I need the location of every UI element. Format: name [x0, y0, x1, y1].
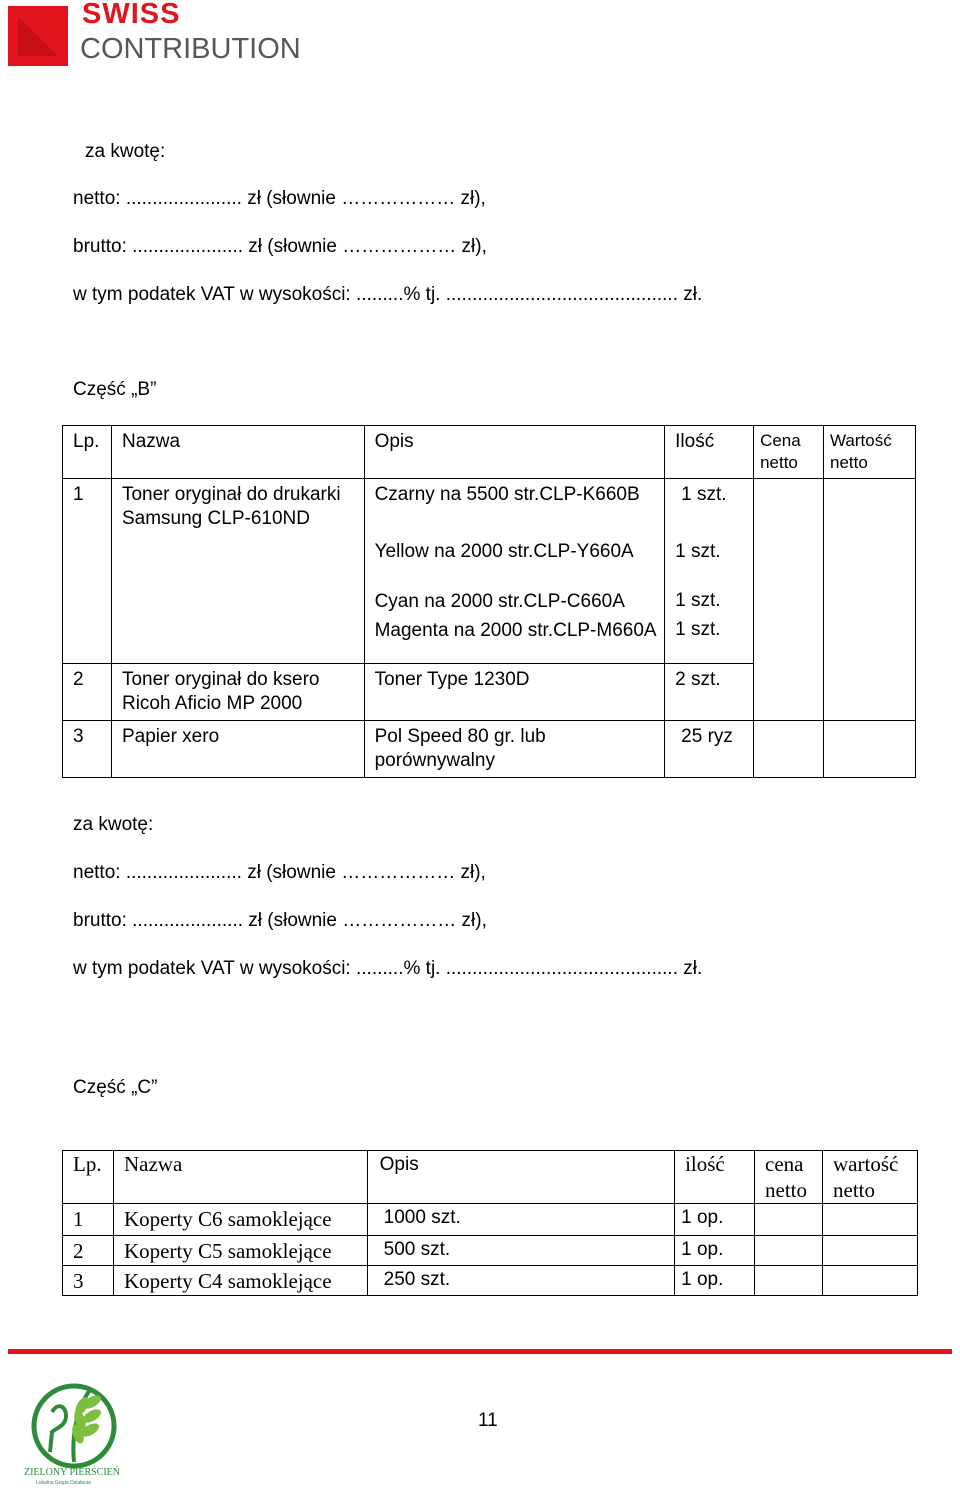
- netto-line-1: netto: ...................... zł (słownie ……………… zł),: [73, 188, 486, 209]
- table-header-row: [63, 426, 916, 479]
- row-1-ilosc-2: 1 szt.: [675, 541, 721, 562]
- c-row-3-cena: [755, 1266, 823, 1296]
- row-1-cena: [754, 479, 824, 721]
- row-3-wartosc: [824, 721, 916, 778]
- c-row-2-opis: 500 szt.: [367, 1236, 674, 1266]
- zielony-pierscien-logo: [22, 1382, 132, 1486]
- c-row-1-ilosc: 1 op.: [675, 1204, 755, 1236]
- table-row: [63, 479, 916, 664]
- table-row: [63, 721, 916, 778]
- page-number: 11: [478, 1410, 498, 1431]
- part-c-table: [62, 1150, 918, 1296]
- c-row-1-opis: 1000 szt.: [367, 1204, 674, 1236]
- logo-text-contribution: CONTRIBUTION: [80, 33, 301, 65]
- row-1-opis-2: Yellow na 2000 str.CLP-Y660A: [374, 541, 634, 562]
- c-row-2-lp: 2: [63, 1236, 114, 1266]
- c-header-cena-netto: cena netto: [755, 1151, 823, 1204]
- footer-divider: [8, 1349, 952, 1354]
- c-row-1-wartosc: [823, 1204, 918, 1236]
- row-2-lp: 2: [63, 664, 112, 721]
- part-c-title: Część „C”: [73, 1077, 158, 1098]
- row-3-ilosc: 25 ryz: [665, 721, 754, 778]
- header-lp: Lp.: [63, 426, 112, 479]
- za-kwote-label-1: za kwotę:: [85, 141, 166, 162]
- row-1-opis-3: Cyan na 2000 str.CLP-C660A: [374, 591, 625, 612]
- c-row-3-lp: 3: [63, 1266, 114, 1296]
- row-2-ilosc: 2 szt.: [665, 664, 754, 721]
- header-nazwa: Nazwa: [111, 426, 364, 479]
- brutto-line-1: brutto: ..................... zł (słownie ……………… zł),: [73, 236, 487, 257]
- row-1-ilosc-cell: [665, 479, 754, 664]
- za-kwote-label-2: za kwotę:: [73, 814, 154, 835]
- row-1-opis-1: Czarny na 5500 str.CLP-K660B: [374, 484, 640, 505]
- table-row: [63, 1236, 918, 1266]
- row-1-ilosc-4: 1 szt.: [675, 619, 721, 640]
- part-b-title: Część „B”: [73, 379, 157, 400]
- row-3-lp: 3: [63, 721, 112, 778]
- vat-line-1: w tym podatek VAT w wysokości: .........% tj. ............................................ zł.: [73, 284, 703, 305]
- row-1-lp: 1: [63, 479, 112, 664]
- row-3-nazwa: Papier xero: [111, 721, 364, 778]
- row-1-opis-4: Magenta na 2000 str.CLP-M660A: [374, 620, 657, 641]
- brutto-line-2: brutto: ..................... zł (słownie ……………… zł),: [73, 910, 487, 931]
- c-row-3-nazwa: Koperty C4 samoklejące: [113, 1266, 367, 1296]
- c-header-wartosc-netto: wartość netto: [823, 1151, 918, 1204]
- c-row-2-ilosc: 1 op.: [675, 1236, 755, 1266]
- c-row-2-wartosc: [823, 1236, 918, 1266]
- row-3-opis: Pol Speed 80 gr. lub porównywalny: [364, 721, 665, 778]
- row-1-ilosc-1: 1 szt.: [681, 484, 727, 505]
- table-row: [63, 1266, 918, 1296]
- c-header-nazwa: Nazwa: [113, 1151, 367, 1204]
- vat-line-2: w tym podatek VAT w wysokości: .........% tj. ............................................ zł.: [73, 958, 703, 979]
- c-row-2-nazwa: Koperty C5 samoklejące: [113, 1236, 367, 1266]
- footer-logo-text: ZIELONY PIERŚCIEŃ: [24, 1467, 121, 1478]
- c-row-3-opis: 250 szt.: [367, 1266, 674, 1296]
- row-1-nazwa: Toner oryginał do drukarki Samsung CLP-610ND: [111, 479, 364, 664]
- table-row: [63, 1204, 918, 1236]
- c-header-ilosc: ilość: [675, 1151, 755, 1204]
- part-b-table: [62, 425, 916, 778]
- row-2-opis: Toner Type 1230D: [364, 664, 665, 721]
- c-row-1-cena: [755, 1204, 823, 1236]
- c-row-3-wartosc: [823, 1266, 918, 1296]
- c-row-1-nazwa: Koperty C6 samoklejące: [113, 1204, 367, 1236]
- header-wartosc-netto: Wartość netto: [824, 426, 916, 479]
- c-row-3-ilosc: 1 op.: [675, 1266, 755, 1296]
- c-row-1-lp: 1: [63, 1204, 114, 1236]
- header-cena-netto: Cena netto: [754, 426, 824, 479]
- row-3-cena: [754, 721, 824, 778]
- footer-logo-subtext: Lokalna Grupa Działania: [36, 1480, 91, 1486]
- row-1-ilosc-3: 1 szt.: [675, 590, 721, 611]
- header-ilosc: Ilość: [665, 426, 754, 479]
- c-header-lp: Lp.: [63, 1151, 114, 1204]
- row-1-opis-cell: [364, 479, 665, 664]
- header-opis: Opis: [364, 426, 665, 479]
- row-1-wartosc: [824, 479, 916, 721]
- swiss-contribution-logo-mark: [8, 6, 68, 66]
- c-row-2-cena: [755, 1236, 823, 1266]
- row-2-nazwa: Toner oryginał do ksero Ricoh Aficio MP 2000: [111, 664, 364, 721]
- logo-text-swiss: SWISS: [82, 0, 181, 30]
- table-header-row: [63, 1151, 918, 1204]
- netto-line-2: netto: ...................... zł (słownie ……………… zł),: [73, 862, 486, 883]
- c-header-opis: Opis: [367, 1151, 674, 1204]
